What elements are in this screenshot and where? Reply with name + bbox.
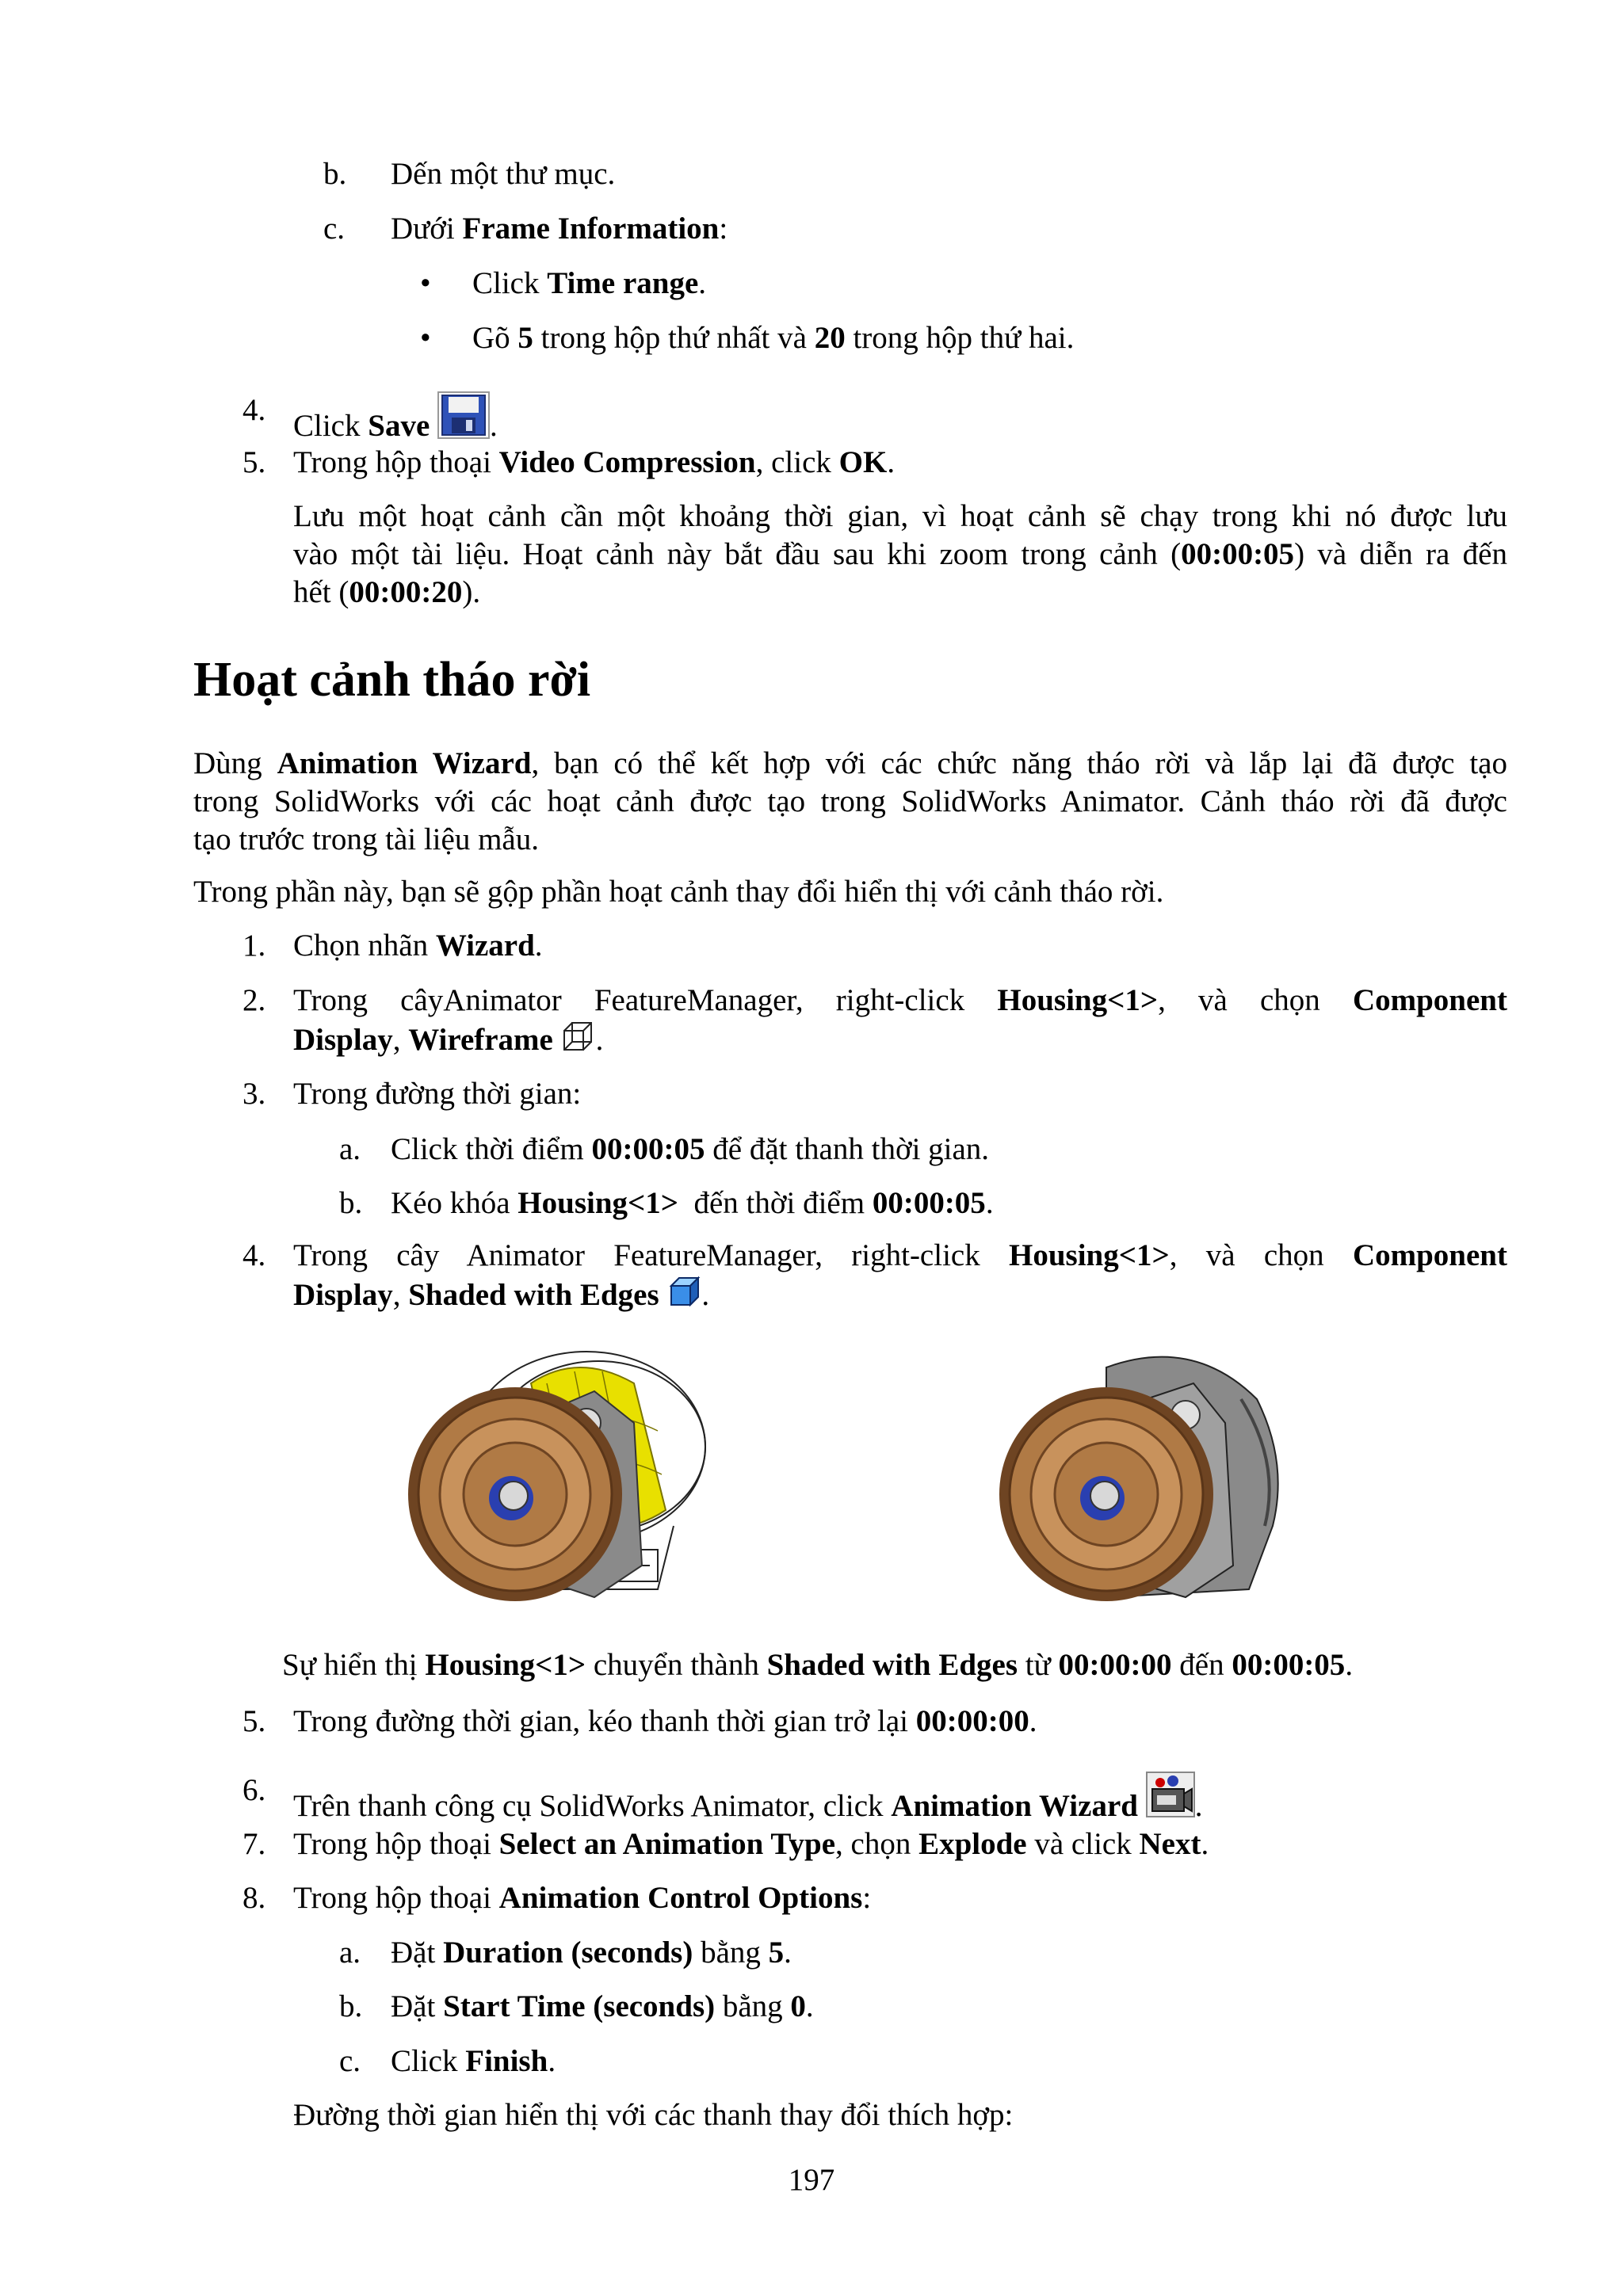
list-marker: b. bbox=[323, 157, 347, 191]
page-number: 197 bbox=[788, 2163, 835, 2197]
list-marker: a. bbox=[339, 1132, 361, 1166]
step-text: Trong đường thời gian: bbox=[293, 1077, 582, 1111]
list-marker: c. bbox=[323, 212, 346, 246]
step-number: 6. bbox=[242, 1773, 266, 1807]
closing-text: Đường thời gian hiển thị với các thanh thay đổi thích hợp: bbox=[293, 2098, 1014, 2132]
step-number: 2. bbox=[242, 983, 266, 1017]
list-item: Dưới Frame Information: bbox=[391, 212, 728, 246]
list-item: Gõ 5 trong hộp thứ nhất và 20 trong hộp thứ hai. bbox=[472, 321, 1075, 355]
step-text: Trên thanh công cụ SolidWorks Animator, click Animation Wizard . bbox=[293, 1772, 1202, 1827]
intro-paragraph: Dùng Animation Wizard, bạn có thể kết hợp với các chức năng tháo rời và lắp lại đã được tạo trong SolidWorks với các hoạt cảnh được tạo trong SolidWorks Animator. Cảnh tháo rời đã được tạo trước trong tài liệu mẫu. bbox=[193, 746, 1507, 856]
step-number: 3. bbox=[242, 1077, 266, 1111]
save-icon bbox=[437, 391, 490, 448]
bullet: • bbox=[420, 266, 431, 300]
list-marker: c. bbox=[339, 2044, 361, 2078]
step-number: 5. bbox=[242, 445, 266, 479]
bullet: • bbox=[420, 321, 431, 355]
list-marker: b. bbox=[339, 1186, 363, 1220]
step-number: 7. bbox=[242, 1827, 266, 1861]
figure-shaded-assembly bbox=[987, 1328, 1304, 1633]
list-item: Click thời điểm 00:00:05 để đặt thanh thời gian. bbox=[391, 1132, 990, 1166]
step-text: Trong câyAnimator FeatureManager, right-click Housing<1>, và chọn Component Display, Wireframe . bbox=[293, 982, 1507, 1064]
section-heading: Hoạt cảnh tháo rời bbox=[193, 653, 591, 707]
list-item: Đặt Start Time (seconds) bằng 0. bbox=[391, 1989, 814, 2023]
step-text: Chọn nhãn Wizard. bbox=[293, 929, 543, 963]
step-number: 4. bbox=[242, 1238, 266, 1272]
animation-wizard-icon bbox=[1146, 1772, 1195, 1827]
list-item: Kéo khóa Housing<1> đến thời điểm 00:00:05. bbox=[391, 1186, 994, 1220]
step-number: 4. bbox=[242, 393, 266, 427]
note-paragraph: Lưu một hoạt cảnh cần một khoảng thời gian, vì hoạt cảnh sẽ chạy trong khi nó được lưu vào một tài liệu. Hoạt cảnh này bắt đầu sau khi zoom trong cảnh (00:00:05) và diễn ra đến hết (00:00:20). bbox=[293, 499, 1507, 609]
intro-paragraph-2: Trong phần này, bạn sẽ gộp phần hoạt cảnh thay đổi hiển thị với cảnh tháo rời. bbox=[193, 875, 1164, 909]
step-text: Click Save . bbox=[293, 391, 498, 448]
step-number: 1. bbox=[242, 929, 266, 963]
list-item: Click Finish. bbox=[391, 2044, 556, 2078]
step-text: Trong hộp thoại Video Compression, click OK. bbox=[293, 445, 896, 479]
figure-caption: Sự hiển thị Housing<1> chuyển thành Shaded with Edges từ 00:00:00 đến 00:00:05. bbox=[282, 1648, 1354, 1682]
figure-wireframe-assembly bbox=[396, 1328, 729, 1633]
list-marker: b. bbox=[339, 1989, 363, 2023]
list-item: Click Time range. bbox=[472, 266, 707, 300]
step-text: Trong hộp thoại Select an Animation Type, chọn Explode và click Next. bbox=[293, 1827, 1209, 1861]
wireframe-icon bbox=[561, 1020, 596, 1064]
shaded-with-edges-icon bbox=[666, 1275, 701, 1319]
list-marker: a. bbox=[339, 1936, 361, 1970]
step-number: 5. bbox=[242, 1704, 266, 1738]
list-item: Dến một thư mục. bbox=[391, 157, 616, 191]
step-text: Trong hộp thoại Animation Control Options: bbox=[293, 1881, 872, 1915]
step-text: Trong cây Animator FeatureManager, right-click Housing<1>, và chọn Component Display, Shaded with Edges . bbox=[293, 1237, 1507, 1319]
step-text: Trong đường thời gian, kéo thanh thời gian trở lại 00:00:00. bbox=[293, 1704, 1037, 1738]
step-number: 8. bbox=[242, 1881, 266, 1915]
list-item: Đặt Duration (seconds) bằng 5. bbox=[391, 1936, 792, 1970]
